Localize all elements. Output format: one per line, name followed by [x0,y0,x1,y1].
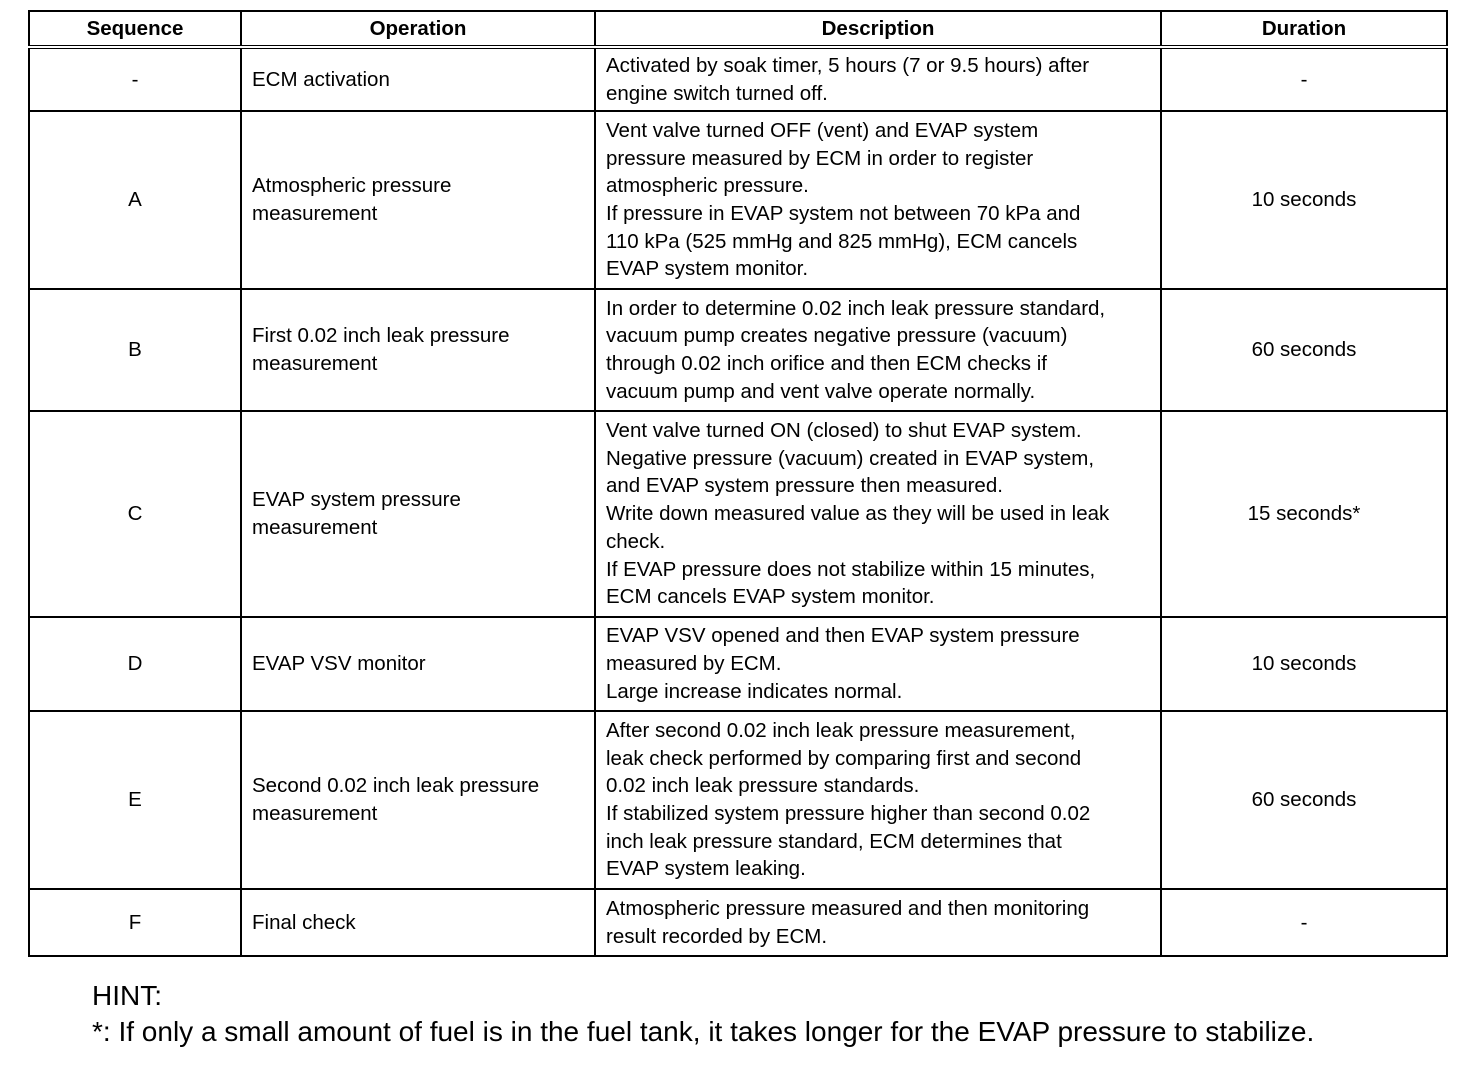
table-row [29,47,1447,111]
cell-operation [241,411,595,617]
description-line: EVAP VSV opened and then EVAP system pressure [606,624,1080,648]
hint-title: HINT: [92,980,162,1011]
cell-description [595,289,1161,411]
cell-description [595,711,1161,889]
table-row [29,617,1447,711]
description-line: Vent valve turned OFF (vent) and EVAP system [606,118,1039,142]
description-line: EVAP system monitor. [606,257,809,281]
description-line: ECM cancels EVAP system monitor. [606,585,935,609]
table-header-row [29,11,1447,47]
description-line: result recorded by ECM. [606,924,828,948]
cell-description [595,889,1161,956]
description-line: Negative pressure (vacuum) created in EVAP system, [606,446,1095,470]
cell-operation [241,617,595,711]
description-line: inch leak pressure standard, ECM determines that [606,829,1062,853]
cell-duration: 10 seconds [1161,617,1447,711]
cell-operation [241,289,595,411]
description-line: If pressure in EVAP system not between 70 kPa and [606,202,1081,225]
cell-sequence: C [29,411,241,617]
operation-line: Final check [252,910,356,934]
description-line: If stabilized system pressure higher than second 0.02 [606,802,1091,825]
header-duration: Duration [1161,11,1447,47]
cell-sequence: B [29,289,241,411]
description-line: leak check performed by comparing first and second [606,746,1082,770]
table-row [29,111,1447,289]
description-line: After second 0.02 inch leak pressure measurement, [606,718,1076,742]
operation-line: EVAP VSV monitor [252,652,426,676]
description-line: pressure measured by ECM in order to register [606,146,1034,170]
header-operation: Operation [241,11,595,47]
cell-sequence: E [29,711,241,889]
cell-operation [241,889,595,956]
description-line: check. [606,529,666,553]
description-line: 0.02 inch leak pressure standards. [606,774,920,798]
cell-sequence: D [29,617,241,711]
hint-note [92,978,1314,1050]
table-row [29,711,1447,889]
description-line: atmospheric pressure. [606,174,809,198]
cell-description [595,111,1161,289]
cell-sequence: A [29,111,241,289]
table-row [29,889,1447,956]
operation-line: measurement [252,352,378,375]
operation-line: Second 0.02 inch leak pressure [252,774,540,798]
cell-duration: - [1161,889,1447,956]
cell-duration: 60 seconds [1161,711,1447,889]
description-line: EVAP system leaking. [606,857,806,881]
cell-sequence: F [29,889,241,956]
cell-description [595,617,1161,711]
description-line: If EVAP pressure does not stabilize within 15 minutes, [606,557,1096,581]
cell-sequence: - [29,47,241,111]
evap-monitor-table [28,10,1448,957]
description-line: Vent valve turned ON (closed) to shut EVAP system. [606,419,1082,443]
description-line: Activated by soak timer, 5 hours (7 or 9.5 hours) after [606,53,1090,77]
description-line: Large increase indicates normal. [606,679,903,703]
operation-line: EVAP system pressure [252,488,461,512]
description-line: 110 kPa (525 mmHg and 825 mmHg), ECM cancels [606,229,1078,253]
header-sequence: Sequence [29,11,241,47]
cell-description [595,47,1161,111]
cell-duration: - [1161,47,1447,111]
cell-description [595,411,1161,617]
operation-line: measurement [252,202,378,225]
cell-operation [241,111,595,289]
cell-operation [241,711,595,889]
description-line: through 0.02 inch orifice and then ECM checks if [606,352,1047,375]
description-line: vacuum pump creates negative pressure (vacuum) [606,324,1068,348]
description-line: Atmospheric pressure measured and then monitoring [606,896,1090,920]
cell-duration: 10 seconds [1161,111,1447,289]
operation-line: ECM activation [252,67,390,91]
cell-duration: 15 seconds* [1161,411,1447,617]
operation-line: Atmospheric pressure [252,174,452,198]
cell-duration: 60 seconds [1161,289,1447,411]
operation-line: First 0.02 inch leak pressure [252,324,510,348]
description-line: In order to determine 0.02 inch leak pressure standard, [606,296,1106,320]
description-line: engine switch turned off. [606,81,828,105]
operation-line: measurement [252,802,378,825]
description-line: Write down measured value as they will be used in leak [606,502,1110,526]
description-line: and EVAP system pressure then measured. [606,474,1003,498]
cell-operation [241,47,595,111]
table-row [29,289,1447,411]
header-description: Description [595,11,1161,47]
description-line: vacuum pump and vent valve operate normally. [606,379,1036,403]
table-row [29,411,1447,617]
description-line: measured by ECM. [606,652,782,676]
operation-line: measurement [252,516,378,539]
hint-text: *: If only a small amount of fuel is in the fuel tank, it takes longer for the EVAP pressure to stabilize. [92,1016,1315,1047]
